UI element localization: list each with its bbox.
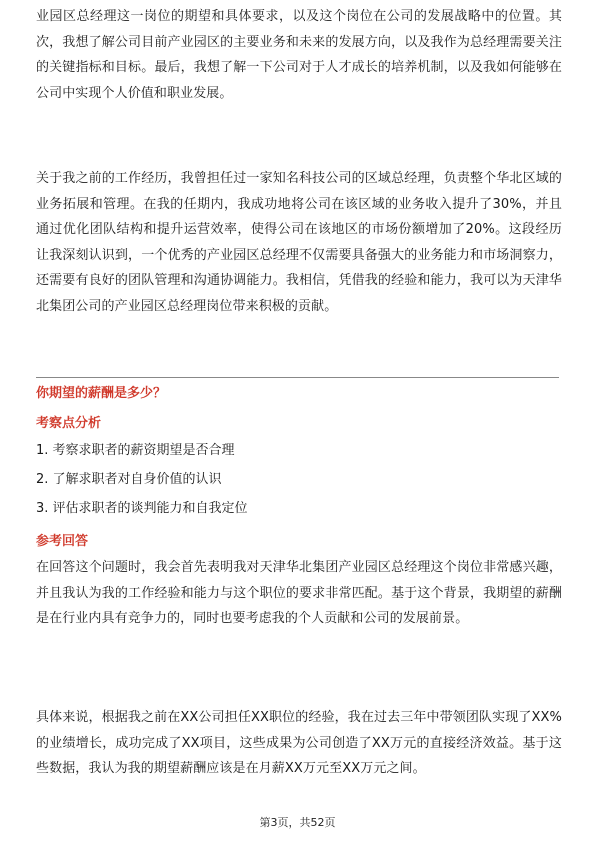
analysis-item: 1. 考察求职者的薪资期望是否合理	[36, 443, 235, 458]
page-number: 第3页，共52页	[259, 816, 336, 829]
analysis-heading: 考察点分析	[36, 416, 102, 431]
answer-paragraph: 具体来说，根据我之前在XX公司担任XX职位的经验，我在过去三年中带领团队实现了XX%的业绩增长，成功完成了XX项目，这些成果为公司创造了XX万元的直接经济效益。基于这些数据，我认为我的期望薪酬应该是在月薪XX万元至XX万元之间。	[36, 710, 562, 776]
analysis-item: 3. 评估求职者的谈判能力和自我定位	[36, 501, 248, 516]
question-title: 你期望的薪酬是多少？	[36, 386, 167, 401]
analysis-item: 2. 了解求职者对自身价值的认识	[36, 472, 222, 487]
intro-paragraph: 业园区总经理这一岗位的期望和具体要求，以及这个岗位在公司的发展战略中的位置。其次，我想了解公司目前产业园区的主要业务和未来的发展方向，以及我作为总经理需要关注的关键指标和目标。最后，我想了解一下公司对于人才成长的培养机制，以及我如何能够在公司中实现个人价值和职业发展。	[36, 9, 562, 101]
answer-heading: 参考回答	[36, 534, 89, 549]
experience-paragraph: 关于我之前的工作经历，我曾担任过一家知名科技公司的区域总经理，负责整个华北区域的业务拓展和管理。在我的任期内，我成功地将公司在该区域的业务收入提升了30%，并且通过优化团队结构和提升运营效率，使得公司在该地区的市场份额增加了20%。这段经历让我深刻认识到，一个优秀的产业园区总经理不仅需要具备强大的业务能力和市场洞察力，还需要有良好的团队管理和沟通协调能力。我相信，凭借我的经验和能力，我可以为天津华北集团公司的产业园区总经理岗位带来积极的贡献。	[36, 171, 562, 314]
answer-paragraph: 在回答这个问题时，我会首先表明我对天津华北集团产业园区总经理这个岗位非常感兴趣，并且我认为我的工作经验和能力与这个职位的要求非常匹配。基于这个背景，我期望的薪酬是在行业内具有竞争力的，同时也要考虑我的个人贡献和公司的发展前景。	[36, 560, 562, 626]
section-divider	[36, 377, 559, 378]
